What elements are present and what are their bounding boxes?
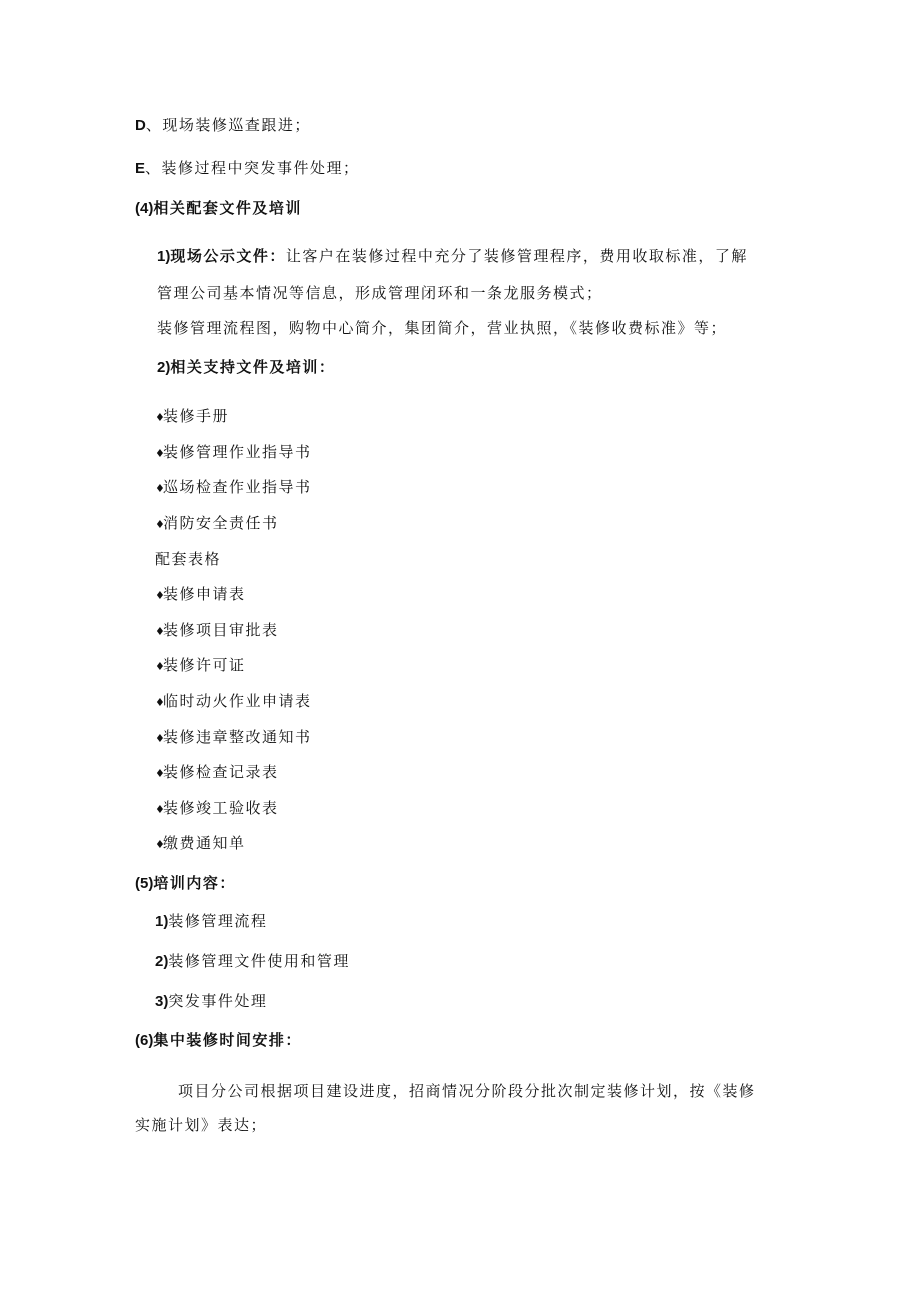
item-e (135, 158, 360, 179)
diamond-bullet-icon (155, 727, 163, 749)
diamond-bullet-icon (155, 833, 163, 855)
training-item: 3)突发事件处理 (155, 992, 268, 1010)
section-6-number: (6) (135, 1032, 154, 1049)
training-item: 1)装修管理流程 (155, 912, 268, 930)
list-item: ♦装修许可证 (155, 655, 246, 677)
list-item: ♦缴费通知单 (155, 833, 246, 855)
list-item: ♦巡场检查作业指导书 (155, 477, 312, 499)
section-4-title: 相关配套文件及培训 (153, 200, 302, 217)
section-6-title: 集中装修时间安排： (153, 1032, 302, 1049)
list-item: ♦临时动火作业申请表 (155, 691, 312, 713)
item-d-text: 、现场装修巡查跟进； (145, 116, 311, 134)
section-6-paragraph: 项目分公司根据项目建设进度，招商情况分阶段分批次制定装修计划，按《装修 (178, 1082, 756, 1100)
list-item: ♦装修检查记录表 (155, 762, 279, 784)
diamond-bullet-icon (155, 477, 163, 499)
subsection-4-2 (157, 357, 335, 378)
list-item: ♦装修项目审批表 (155, 620, 279, 642)
section-5-title: 培训内容： (153, 875, 236, 892)
section-4-number: (4) (135, 200, 154, 217)
subsection-4-1-text: 让客户在装修过程中充分了装修管理程序，费用收取标准，了解 (285, 247, 748, 265)
list-item: ♦装修竣工验收表 (155, 798, 279, 820)
item-e-label: E (135, 160, 146, 177)
section-5-heading (135, 874, 236, 894)
list-item: ♦装修手册 (155, 406, 229, 428)
forms-heading: 配套表格 (155, 550, 222, 568)
section-6-paragraph-cont: 实施计划》表达； (135, 1116, 268, 1134)
training-item: 2)装修管理文件使用和管理 (155, 952, 350, 970)
section-5-number: (5) (135, 875, 154, 892)
public-documents-list: 装修管理流程图，购物中心简介，集团简介，营业执照，《装修收费标准》等； (157, 319, 728, 337)
list-item: ♦装修申请表 (155, 584, 246, 606)
diamond-bullet-icon (155, 655, 163, 677)
diamond-bullet-icon (155, 442, 163, 464)
diamond-bullet-icon (155, 620, 163, 642)
subsection-4-1-title: 现场公示文件： (170, 248, 286, 265)
diamond-bullet-icon (155, 798, 163, 820)
list-item: ♦装修违章整改通知书 (155, 727, 312, 749)
subsection-4-1-text-cont: 管理公司基本情况等信息，形成管理闭环和一条龙服务模式； (157, 284, 603, 302)
subsection-4-2-title: 相关支持文件及培训： (170, 359, 336, 376)
diamond-bullet-icon (155, 513, 163, 535)
item-d-label: D (135, 117, 146, 134)
diamond-bullet-icon (155, 762, 163, 784)
section-6-heading (135, 1031, 302, 1051)
list-item: ♦装修管理作业指导书 (155, 442, 312, 464)
diamond-bullet-icon (155, 406, 163, 428)
diamond-bullet-icon (155, 691, 163, 713)
section-4-heading (135, 199, 302, 219)
subsection-4-1 (157, 246, 748, 267)
item-d (135, 115, 311, 136)
subsection-4-1-number: 1) (157, 248, 171, 265)
subsection-4-2-number: 2) (157, 359, 171, 376)
item-e-text: 、装修过程中突发事件处理； (145, 159, 360, 177)
list-item: ♦消防安全责任书 (155, 513, 279, 535)
diamond-bullet-icon (155, 584, 163, 606)
